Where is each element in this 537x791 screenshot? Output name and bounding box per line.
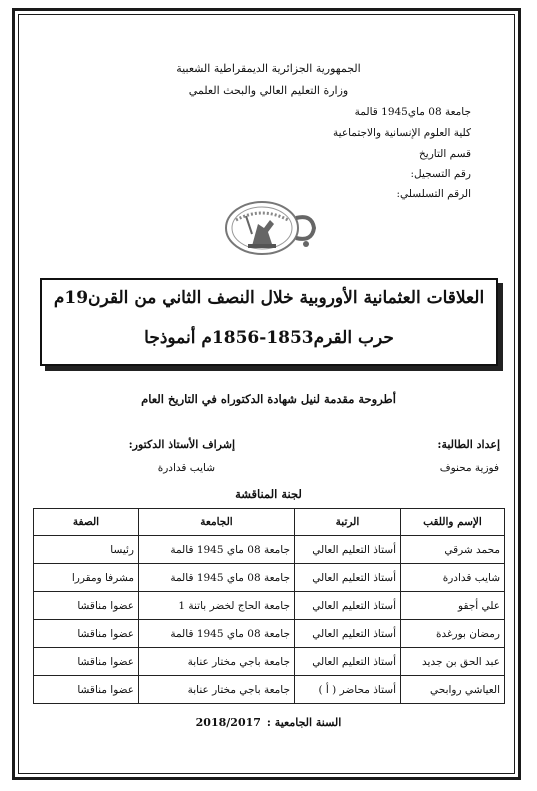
member-university: جامعة 08 ماي 1945 قالمة: [139, 620, 295, 648]
republic-heading: الجمهورية الجزائرية الديمقراطية الشعبية: [176, 62, 361, 75]
member-rank: أستاذ التعليم العالي: [295, 648, 401, 676]
header-role: الصفة: [34, 509, 139, 536]
member-role: عضوا مناقشا: [34, 620, 139, 648]
header-name: الإسم واللقب: [401, 509, 505, 536]
member-rank: أستاذ التعليم العالي: [295, 620, 401, 648]
member-university: جامعة 08 ماي 1945 قالمة: [139, 564, 295, 592]
member-rank: أستاذ محاضر ( أ ): [295, 676, 401, 704]
member-name: عبد الحق بن جديد: [401, 648, 505, 676]
table-row: [34, 620, 505, 648]
table-row: [34, 648, 505, 676]
jury-title: لجنة المناقشة: [235, 487, 302, 501]
member-university: جامعة الحاج لخضر باتنة 1: [139, 592, 295, 620]
member-name: رمضان بورغدة: [401, 620, 505, 648]
student-name: فوزية محنوف: [439, 462, 499, 474]
serial-number-label: الرقم التسلسلي:: [396, 188, 471, 200]
member-rank: أستاذ التعليم العالي: [295, 564, 401, 592]
prepared-by-label: إعداد الطالبة:: [437, 438, 500, 451]
member-role: مشرفا ومقررا: [34, 564, 139, 592]
member-university: جامعة باجي مختار عنابة: [139, 676, 295, 704]
thesis-subtitle: أطروحة مقدمة لنيل شهادة الدكتوراه في التاريخ العام: [141, 392, 396, 406]
header-university: الجامعة: [139, 509, 295, 536]
member-role: رئيسا: [34, 536, 139, 564]
faculty-name: كلية العلوم الإنسانية والاجتماعية: [333, 127, 471, 139]
member-name: محمد شرقي: [401, 536, 505, 564]
registration-number-label: رقم التسجيل:: [410, 168, 471, 180]
member-name: العياشي روابحي: [401, 676, 505, 704]
member-name: علي أجقو: [401, 592, 505, 620]
university-name: جامعة 08 ماي1945 قالمة: [354, 106, 471, 118]
university-logo: [222, 198, 320, 258]
table-row: [34, 564, 505, 592]
thesis-title-line-2: حرب القرم1853-1856م أنموذجا: [144, 328, 394, 348]
department-name: قسم التاريخ: [419, 148, 471, 160]
member-university: جامعة باجي مختار عنابة: [139, 648, 295, 676]
table-row: [34, 536, 505, 564]
academic-year-label: السنة الجامعية :: [266, 716, 342, 729]
thesis-title-box: [40, 278, 498, 366]
member-name: شايب قدادرة: [401, 564, 505, 592]
member-rank: أستاذ التعليم العالي: [295, 536, 401, 564]
jury-table: [33, 508, 505, 704]
member-role: عضوا مناقشا: [34, 648, 139, 676]
table-row: [34, 676, 505, 704]
member-university: جامعة 08 ماي 1945 قالمة: [139, 536, 295, 564]
academic-year: [0, 716, 537, 729]
ministry-heading: وزارة التعليم العالي والبحث العلمي: [188, 84, 349, 97]
jury-header-row: [34, 509, 505, 536]
supervisor-name: شايب قدادرة: [157, 462, 215, 474]
table-row: [34, 592, 505, 620]
member-role: عضوا مناقشا: [34, 592, 139, 620]
thesis-title-line-1: العلاقات العثمانية الأوروبية خلال النصف الثاني من القرن19م: [53, 288, 485, 308]
academic-year-value: 2018/2017: [195, 716, 261, 729]
supervisor-label: إشراف الأستاذ الدكتور:: [128, 438, 235, 451]
member-rank: أستاذ التعليم العالي: [295, 592, 401, 620]
header-rank: الرتبة: [295, 509, 401, 536]
member-role: عضوا مناقشا: [34, 676, 139, 704]
